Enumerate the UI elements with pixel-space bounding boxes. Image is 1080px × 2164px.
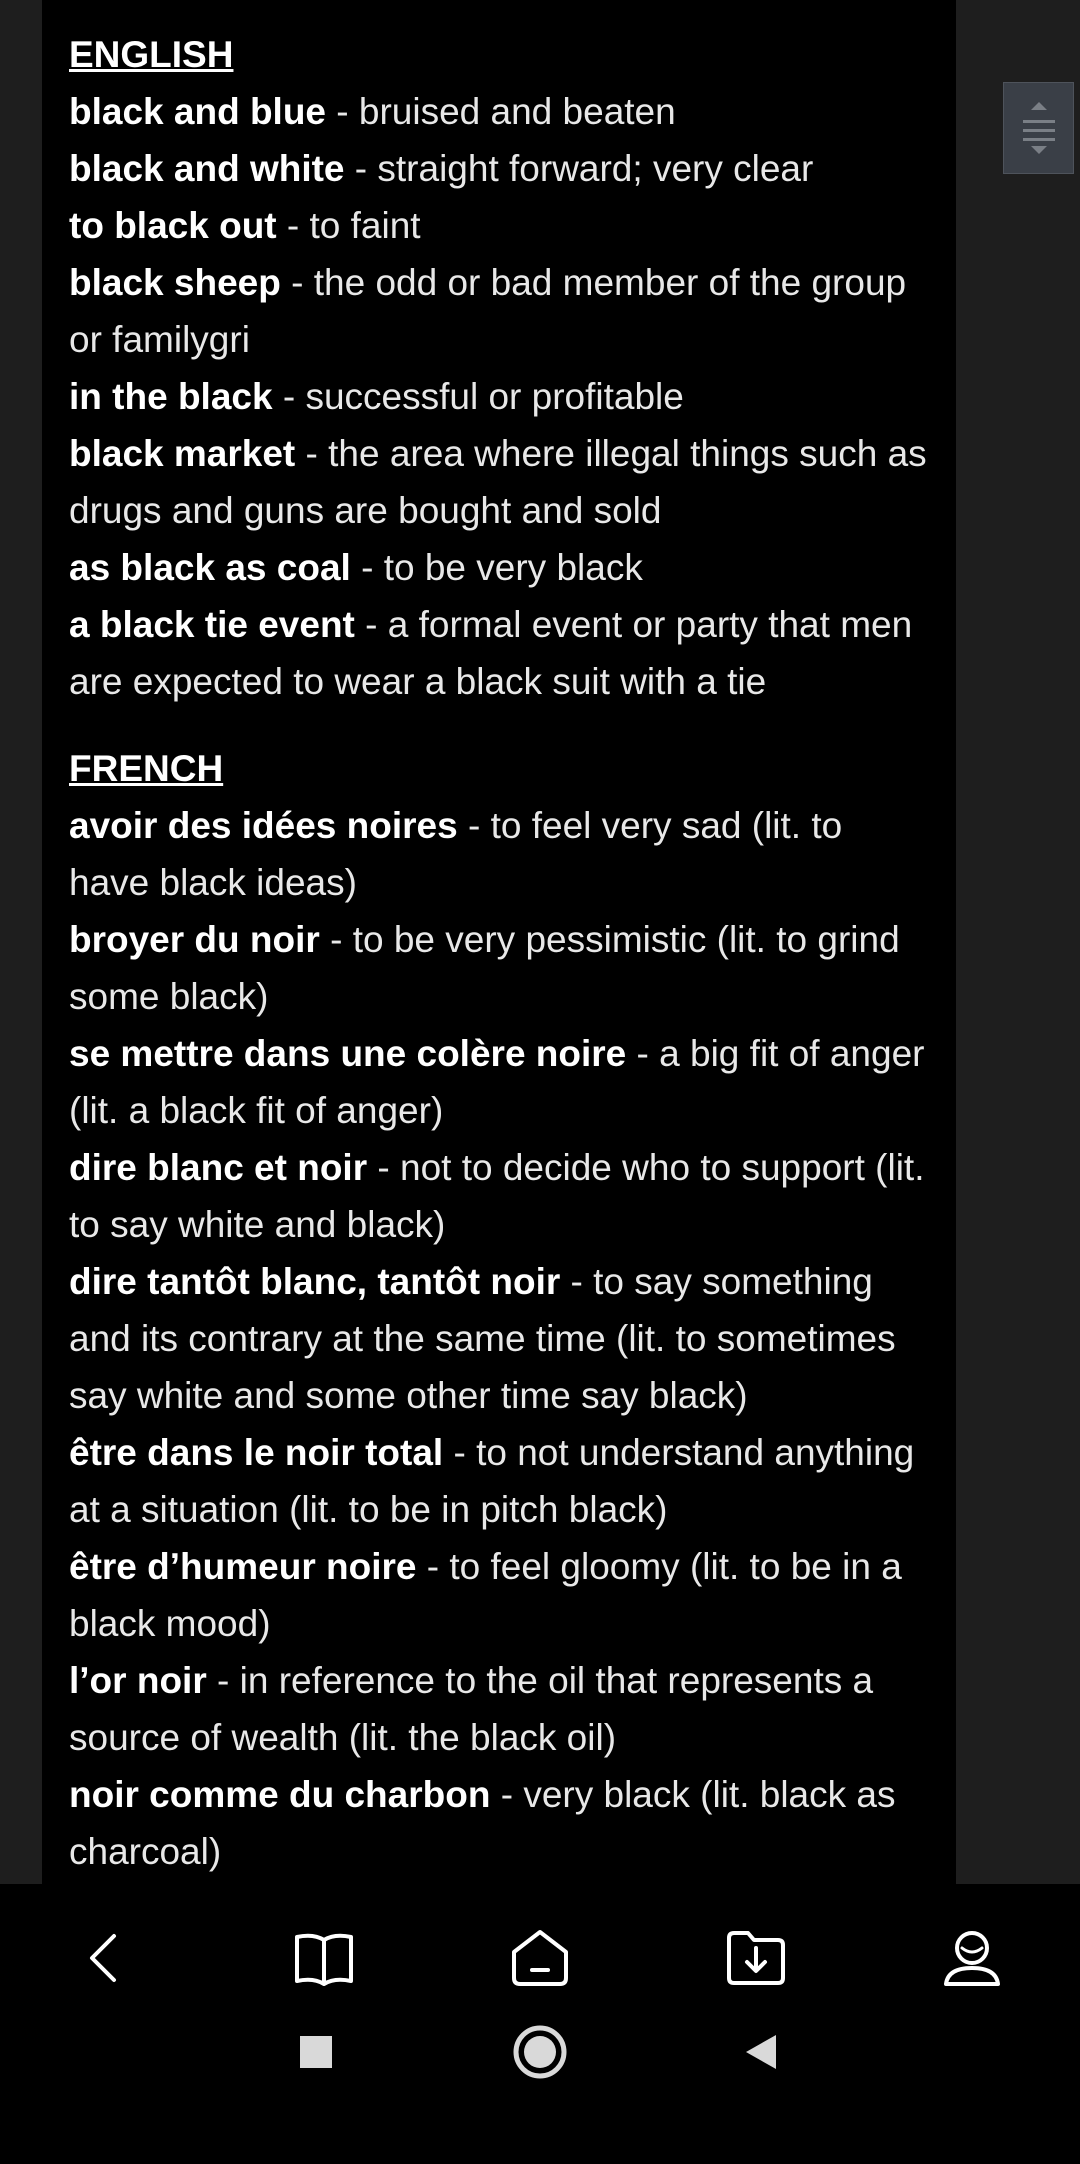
system-home-button[interactable]	[500, 2012, 580, 2092]
idiom-entry	[69, 1253, 928, 1424]
idiom-entry	[69, 539, 928, 596]
system-back-button[interactable]	[722, 2012, 802, 2092]
idiom-term: être d’humeur noire	[69, 1546, 417, 1587]
idiom-definition: - to feel very sad (lit. to have black ideas)	[69, 805, 843, 903]
idiom-definition: - straight forward; very clear	[344, 148, 814, 189]
idiom-term: black and blue	[69, 91, 327, 132]
idiom-definition: - a formal event or party that men are expected to wear a black suit with a tie	[69, 604, 913, 702]
idiom-term: dire tantôt blanc, tantôt noir	[69, 1261, 561, 1302]
idiom-term: avoir des idées noires	[69, 805, 458, 846]
idiom-term: to black out	[69, 205, 277, 246]
idiom-entry	[69, 911, 928, 1025]
idiom-term: black market	[69, 433, 296, 474]
idiom-entry	[69, 596, 928, 710]
idiom-definition: - to be very black	[350, 547, 643, 588]
idiom-entry	[69, 1766, 928, 1880]
idiom-entry	[69, 1025, 928, 1139]
profile-button[interactable]	[924, 1910, 1020, 2006]
idiom-definition: - the area where illegal things such as drugs and guns are bought and sold	[69, 433, 927, 531]
idiom-definition: - not to decide who to support (lit. to say white and black)	[69, 1147, 925, 1245]
article-page[interactable]	[42, 0, 956, 1884]
download-folder-icon	[724, 1926, 788, 1990]
downloads-button[interactable]	[708, 1910, 804, 2006]
section-heading: ENGLISH	[69, 34, 234, 75]
triangle-back-icon	[742, 2032, 782, 2072]
idiom-entry	[69, 425, 928, 539]
idiom-term: se mettre dans une colère noire	[69, 1033, 627, 1074]
idiom-term: black sheep	[69, 262, 281, 303]
idiom-definition: - to be very pessimistic (lit. to grind some black)	[69, 919, 900, 1017]
section-french	[69, 740, 928, 1880]
idiom-definition: - successful or profitable	[272, 376, 684, 417]
home-button[interactable]	[492, 1910, 588, 2006]
idiom-entry	[69, 83, 928, 140]
idiom-definition: - to faint	[276, 205, 421, 246]
idiom-definition: - very black (lit. black as charcoal)	[69, 1774, 896, 1872]
idiom-entry	[69, 140, 928, 197]
idiom-term: in the black	[69, 376, 273, 417]
idiom-entry	[69, 254, 928, 368]
idiom-term: as black as coal	[69, 547, 351, 588]
home-icon	[508, 1926, 572, 1990]
idiom-definition: - the odd or bad member of the group or familygri	[69, 262, 907, 360]
recents-button[interactable]	[276, 2012, 356, 2092]
section-heading: FRENCH	[69, 748, 224, 789]
idiom-term: être dans le noir total	[69, 1432, 444, 1473]
left-gutter	[0, 0, 42, 1884]
open-book-icon	[292, 1926, 356, 1990]
idiom-entry	[69, 1424, 928, 1538]
fast-scroll-handle[interactable]	[1003, 82, 1074, 174]
idiom-entry	[69, 1139, 928, 1253]
back-button[interactable]	[58, 1910, 154, 2006]
drag-handle-icon	[1017, 98, 1061, 158]
idiom-term: a black tie event	[69, 604, 355, 645]
user-icon	[940, 1926, 1004, 1990]
app-toolbar	[0, 1884, 1080, 2032]
square-icon	[298, 2034, 334, 2070]
idiom-definition: - to not understand anything at a situation (lit. to be in pitch black)	[69, 1432, 915, 1530]
chevron-left-icon	[76, 1928, 136, 1988]
section-english	[69, 26, 928, 710]
circle-icon	[512, 2024, 568, 2080]
idiom-term: noir comme du charbon	[69, 1774, 491, 1815]
idiom-definition: - to feel gloomy (lit. to be in a black mood)	[69, 1546, 902, 1644]
idiom-term: broyer du noir	[69, 919, 320, 960]
idiom-term: dire blanc et noir	[69, 1147, 368, 1188]
library-button[interactable]	[276, 1910, 372, 2006]
idiom-entry	[69, 368, 928, 425]
idiom-term: black and white	[69, 148, 345, 189]
idiom-definition: - to say something and its contrary at the same time (lit. to sometimes say white and some other time say black)	[69, 1261, 896, 1416]
idiom-definition: - a big fit of anger (lit. a black fit of anger)	[69, 1033, 925, 1131]
idiom-definition: - in reference to the oil that represents a source of wealth (lit. the black oil)	[69, 1660, 874, 1758]
idiom-entry	[69, 797, 928, 911]
idiom-entry	[69, 1652, 928, 1766]
idiom-definition: - bruised and beaten	[326, 91, 676, 132]
article-content	[42, 0, 956, 1880]
right-rail	[956, 0, 1080, 1884]
idiom-term: l’or noir	[69, 1660, 207, 1701]
idiom-entry	[69, 1538, 928, 1652]
idiom-entry	[69, 197, 928, 254]
